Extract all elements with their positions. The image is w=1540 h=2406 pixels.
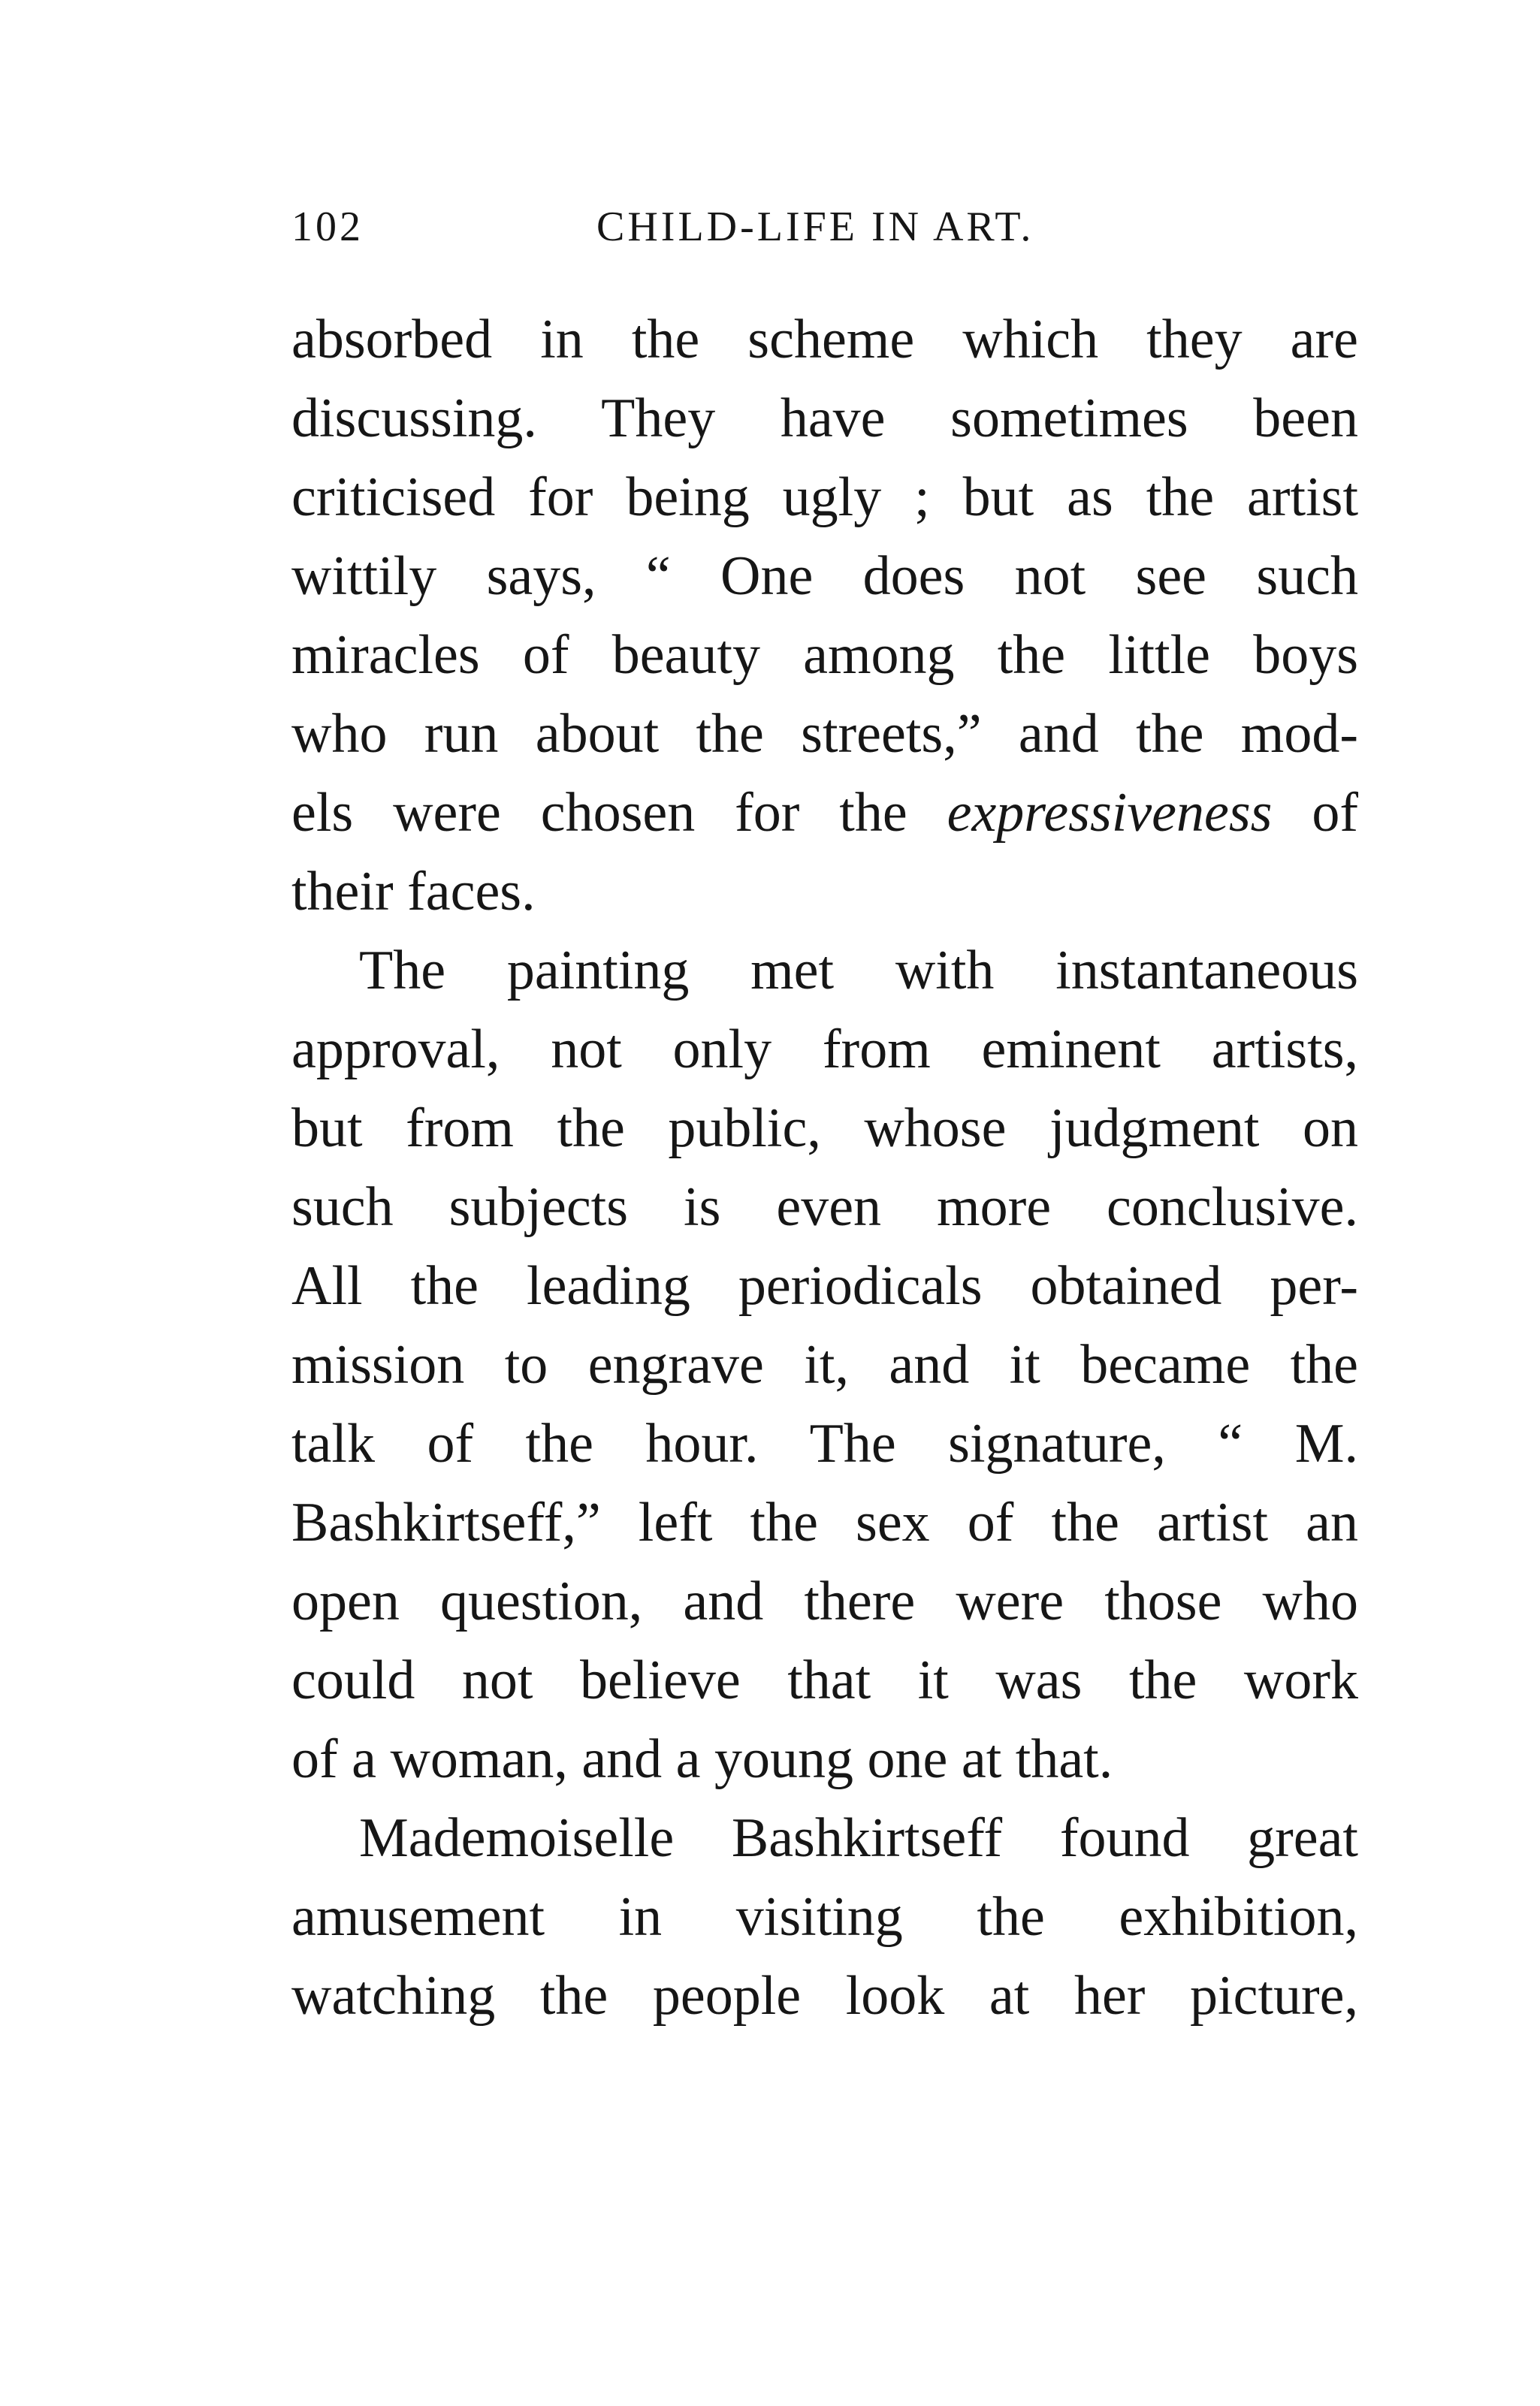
text-line: miracles of beauty among the little boys: [291, 624, 1358, 686]
text-line: such subjects is even more conclusive.: [291, 1176, 1358, 1238]
running-title: CHILD-LIFE IN ART.: [596, 204, 1034, 250]
body-text: [291, 300, 1358, 2036]
running-head: [291, 203, 1358, 263]
paragraph: [291, 1799, 1358, 2036]
text-segment: of: [1272, 782, 1358, 844]
text-line: Mademoiselle Bashkirtseff found great: [359, 1807, 1358, 1869]
text-line: The painting met with instantaneous: [359, 940, 1358, 1001]
text-line: All the leading periodicals obtained per-: [291, 1255, 1358, 1317]
paragraph: [291, 931, 1358, 1799]
text-line: approval, not only from eminent artists,: [291, 1019, 1358, 1080]
text-line: watching the people look at her picture,: [291, 1965, 1358, 2027]
text-line: absorbed in the scheme which they are: [291, 309, 1358, 370]
text-line: mission to engrave it, and it became the: [291, 1334, 1358, 1396]
text-line: amusement in visiting the exhibition,: [291, 1886, 1358, 1948]
text-line: of a woman, and a young one at that.: [291, 1728, 1113, 1790]
text-line: criticised for being ugly ; but as the artist: [291, 466, 1358, 528]
text-line: could not believe that it was the work: [291, 1650, 1358, 1711]
paragraph: [291, 300, 1358, 931]
text-line: open question, and there were those who: [291, 1571, 1358, 1632]
text-line: [291, 774, 1358, 853]
italic-word: expressiveness: [947, 782, 1273, 844]
page-number: 102: [291, 204, 364, 250]
text-segment: els were chosen for the: [291, 782, 947, 844]
text-line: talk of the hour. The signature, “ M.: [291, 1413, 1358, 1475]
text-line: their faces.: [291, 861, 536, 922]
text-line: wittily says, “ One does not see such: [291, 545, 1358, 607]
text-line: discussing. They have sometimes been: [291, 388, 1358, 449]
text-line: who run about the streets,” and the mod-: [291, 703, 1358, 765]
text-line: but from the public, whose judgment on: [291, 1097, 1358, 1159]
text-line: Bashkirtseff,” left the sex of the artist an: [291, 1492, 1358, 1553]
